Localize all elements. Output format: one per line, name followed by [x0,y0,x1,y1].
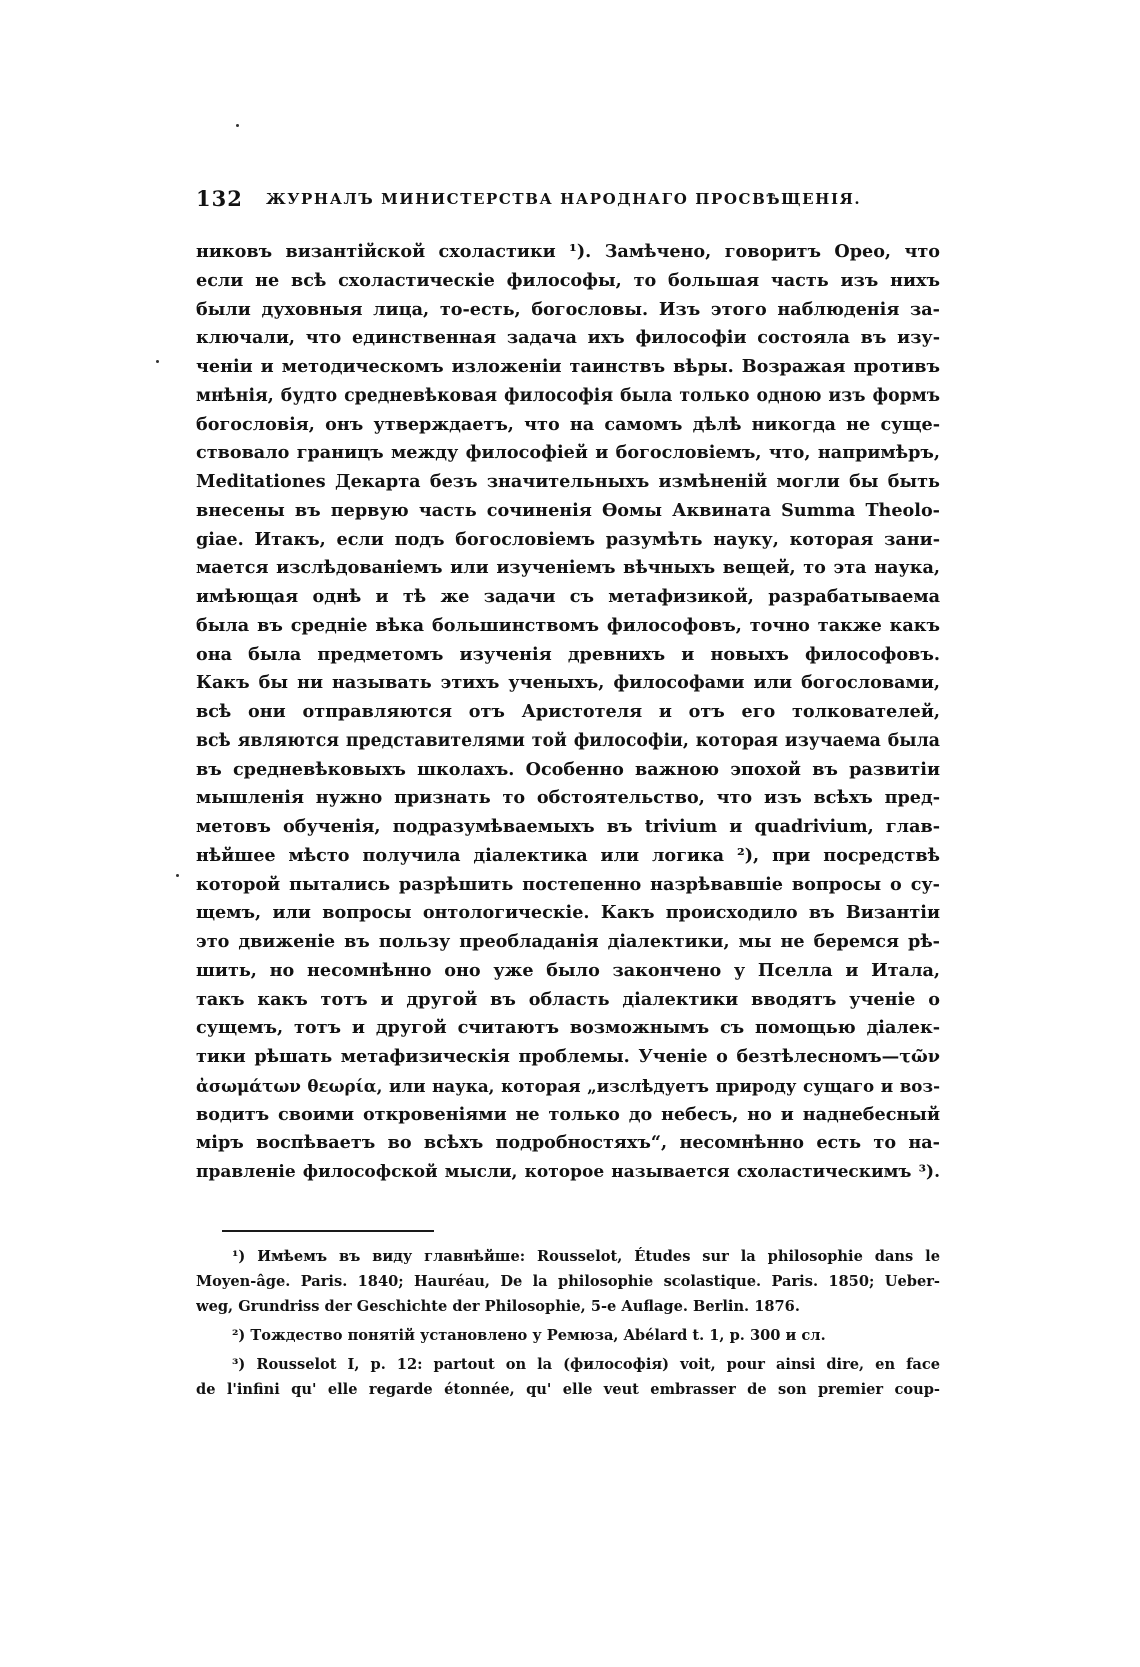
running-title: ЖУРНАЛЪ МИНИСТЕРСТВА НАРОДНАГО ПРОСВѢЩЕНІЯ. [266,190,862,208]
footnote-line: ¹) Имѣемъ въ виду главнѣйше: Rousselot, Études sur la philosophie dans le [232,1248,940,1265]
footnote-line: de l'infini qu' elle regarde étonnée, qu' elle veut embrasser de son premier coup- [196,1381,940,1398]
text-line: ствовало границъ между философіей и богословіемъ, что, напримѣръ, [196,442,940,464]
text-line: тики рѣшать метафизическія проблемы. Ученіе о безтѣлесномъ—τῶν [196,1046,940,1067]
text-line: богословія, онъ утверждаетъ, что на самомъ дѣлѣ никогда не суще- [196,413,940,435]
footnote-line: ³) Rousselot I, p. 12: partout on la (философія) voit, pour ainsi dire, en face [232,1356,940,1373]
print-speck [176,874,179,877]
text-line: всѣ являются представителями той философіи, которая изучаема была [196,730,940,751]
text-line: никовъ византійской схоластики ¹). Замѣчено, говоритъ Орео, что [196,241,940,262]
text-line: которой пытались разрѣшить постепенно назрѣвавшіе вопросы о су- [196,873,940,895]
text-line: Meditationes Декарта безъ значительныхъ измѣненій могли бы быть [196,471,940,492]
text-line: міръ воспѣваетъ во всѣхъ подробностяхъ“, несомнѣнно есть то на- [196,1132,940,1154]
text-line: она была предметомъ изученія древнихъ и новыхъ философовъ. [196,643,940,665]
text-line: мнѣнія, будто средневѣковая философія была только одною изъ формъ [196,385,940,406]
text-line: внесены въ первую часть сочиненія Ѳомы Аквината Summa Theolo- [196,499,940,521]
text-line: если не всѣ схоластическіе философы, то большая часть изъ нихъ [196,269,940,291]
print-speck [156,360,159,363]
text-line: ἀσωμάτων θεωρία, или наука, которая „изслѣдуетъ природу сущаго и воз- [196,1075,940,1096]
text-line: метовъ обученія, подразумѣваемыхъ въ trivium и quadrivium, глав- [196,816,940,837]
text-line: ключали, что единственная задача ихъ философіи состояла въ изу- [196,327,940,349]
text-line: Какъ бы ни называть этихъ ученыхъ, философами или богословами, [196,672,940,694]
text-line: была въ средніе вѣка большинствомъ философовъ, точно также какъ [196,614,940,636]
footnote-separator [222,1230,434,1232]
text-line: были духовныя лица, то-есть, богословы. Изъ этого наблюденія за- [196,298,940,320]
text-line: нѣйшее мѣсто получила діалектика или логика ²), при посредствѣ [196,844,940,866]
text-line: водитъ своими откровеніями не только до небесъ, но и наднебесный [196,1103,940,1125]
page-header [196,186,956,216]
footnote-line: weg, Grundriss der Geschichte der Philosophie, 5-e Auflage. Berlin. 1876. [196,1298,800,1315]
text-line: ченіи и методическомъ изложеніи таинствъ вѣры. Возражая противъ [196,356,940,377]
text-line: сущемъ, тотъ и другой считаютъ возможнымъ съ помощью діалек- [196,1017,940,1039]
text-line: шить, но несомнѣнно оно уже было закончено у Пселла и Итала, [196,959,940,981]
text-line: такъ какъ тотъ и другой въ область діалектики вводятъ ученіе о [196,988,940,1010]
footnote-line: ²) Тождество понятій установлено у Ремюза, Abélard t. 1, p. 300 и сл. [232,1327,826,1344]
footnote-line: Moyen-âge. Paris. 1840; Hauréau, De la philosophie scolastique. Paris. 1850; Ueber- [196,1273,940,1290]
text-line: всѣ они отправляются отъ Аристотеля и отъ его толкователей, [196,701,940,722]
text-line: правленіе философской мысли, которое называется схоластическимъ ³). [196,1162,940,1182]
text-line: щемъ, или вопросы онтологическіе. Какъ происходило въ Византіи [196,902,940,924]
text-line: это движеніе въ пользу преобладанія діалектики, мы не беремся рѣ- [196,931,940,952]
page-number: 132 [196,186,243,211]
text-line: giae. Итакъ, если подъ богословіемъ разумѣть науку, которая зани- [196,528,940,550]
main-text [196,238,940,1187]
text-line: въ средневѣковыхъ школахъ. Особенно важною эпохой въ развитіи [196,758,940,780]
footnotes [196,1244,940,1402]
text-line: мается изслѣдованіемъ или изученіемъ вѣчныхъ вещей, то эта наука, [196,557,940,579]
text-line: мышленія нужно признать то обстоятельство, что изъ всѣхъ пред- [196,787,940,809]
text-line: имѣющая однѣ и тѣ же задачи съ метафизикой, разрабатываема [196,586,940,607]
print-speck [236,124,239,127]
